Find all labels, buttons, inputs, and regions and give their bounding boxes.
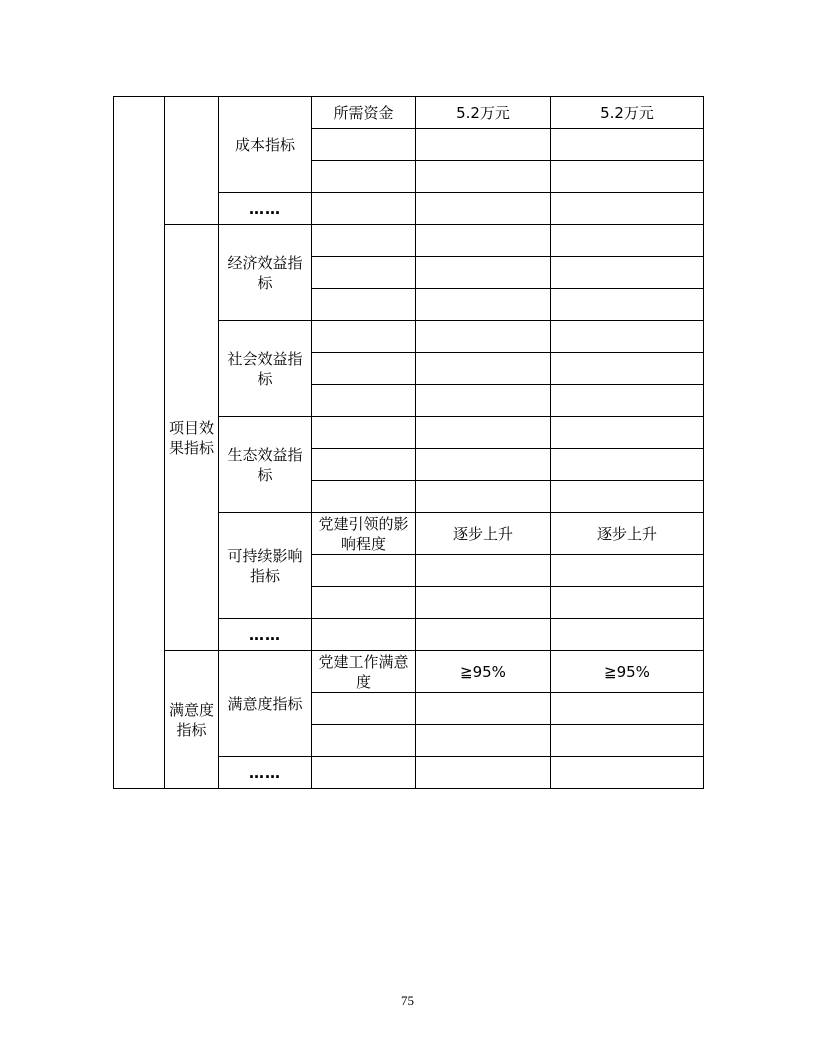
party-work-value-cell: ≧95% [551,651,704,693]
indicator-name-cell [312,693,416,725]
economic-benefit-cell: 经济效益指标 [219,225,312,321]
page-number: 75 [401,993,414,1008]
party-lead-value-cell: 逐步上升 [551,513,704,555]
social-benefit-cell: 社会效益指标 [219,321,312,417]
value-cell [416,693,551,725]
indicator-name-cell [312,129,416,161]
performance-indicator-table [113,96,704,789]
cost-indicator-cell: 成本指标 [219,97,312,193]
value-cell [416,289,551,321]
value-cell [416,555,551,587]
value-cell [551,129,704,161]
sustainable-impact-cell: 可持续影响指标 [219,513,312,619]
value-cell [416,257,551,289]
value-cell [551,289,704,321]
value-cell [551,193,704,225]
funding-value-cell: 5.2万元 [551,97,704,129]
value-cell [551,161,704,193]
value-cell [551,725,704,757]
value-cell [551,353,704,385]
value-cell [416,619,551,651]
indicator-name-cell [312,289,416,321]
funding-label-cell: 所需资金 [312,97,416,129]
indicator-name-cell [312,481,416,513]
indicator-name-cell [312,449,416,481]
funding-value-cell: 5.2万元 [416,97,551,129]
value-cell [551,555,704,587]
party-lead-label-cell: 党建引领的影响程度 [312,513,416,555]
indicator-name-cell [312,225,416,257]
indicator-name-cell [312,321,416,353]
value-cell [551,619,704,651]
outer-category-cell [114,97,165,789]
first-level-indicator-cell [165,97,219,225]
value-cell [551,693,704,725]
value-cell [416,449,551,481]
indicator-name-cell [312,161,416,193]
value-cell [551,757,704,789]
indicator-name-cell [312,257,416,289]
value-cell [551,257,704,289]
satisfaction-indicator-cell: 满意度指标 [219,651,312,757]
value-cell [416,321,551,353]
value-cell [416,481,551,513]
party-lead-value-cell: 逐步上升 [416,513,551,555]
ellipsis-cell: …… [219,619,312,651]
value-cell [551,321,704,353]
value-cell [416,225,551,257]
indicator-name-cell [312,725,416,757]
project-effect-indicator-cell: 项目效果指标 [165,225,219,651]
indicator-name-cell [312,555,416,587]
value-cell [416,353,551,385]
indicator-name-cell [312,757,416,789]
ellipsis-cell: …… [219,193,312,225]
value-cell [416,757,551,789]
indicator-name-cell [312,385,416,417]
value-cell [416,725,551,757]
value-cell [416,161,551,193]
value-cell [551,481,704,513]
indicator-name-cell [312,193,416,225]
value-cell [551,385,704,417]
value-cell [551,225,704,257]
value-cell [416,129,551,161]
value-cell [551,587,704,619]
value-cell [551,417,704,449]
satisfaction-first-level-cell: 满意度指标 [165,651,219,789]
indicator-name-cell [312,353,416,385]
party-work-label-cell: 党建工作满意度 [312,651,416,693]
indicator-name-cell [312,619,416,651]
indicator-name-cell [312,417,416,449]
indicator-name-cell [312,587,416,619]
value-cell [416,193,551,225]
party-work-value-cell: ≧95% [416,651,551,693]
ellipsis-cell: …… [219,757,312,789]
value-cell [416,417,551,449]
value-cell [551,449,704,481]
ecological-benefit-cell: 生态效益指标 [219,417,312,513]
value-cell [416,587,551,619]
value-cell [416,385,551,417]
